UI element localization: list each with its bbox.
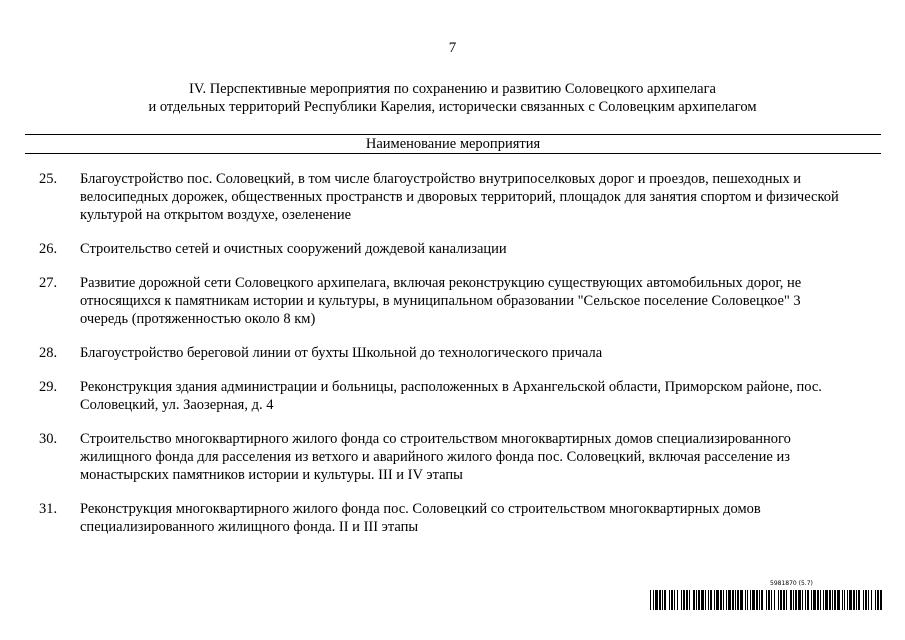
barcode-bar: [705, 590, 706, 610]
barcode-bar: [834, 590, 836, 610]
barcode-bar: [880, 590, 882, 610]
barcode-bar: [761, 590, 763, 610]
item-text: Благоустройство береговой линии от бухты Школьной до технологического причала: [80, 345, 603, 361]
barcode-bar: [655, 590, 658, 610]
barcode-bar: [877, 590, 879, 610]
item-number: 25.: [39, 171, 58, 187]
barcode-bar: [783, 590, 785, 610]
barcode-bar: [865, 590, 867, 610]
table-header-rule: [25, 153, 881, 154]
section-title: [0, 80, 905, 116]
barcode-bar: [716, 590, 719, 610]
barcode-bar: [653, 590, 654, 610]
barcode-bar: [681, 590, 682, 610]
barcode-bar: [698, 590, 700, 610]
barcode-bar: [747, 590, 748, 610]
item-text: Реконструкция здания администрации и больницы, расположенных в Архангельской области, Приморском районе, пос. Соловецкий, ул. Заозерная, д. 4: [80, 379, 822, 413]
barcode-bar: [768, 590, 770, 610]
barcode-bar: [677, 590, 678, 610]
barcode-bar: [795, 590, 797, 610]
barcode-bar: [650, 590, 651, 610]
barcode-bar: [701, 590, 704, 610]
barcode-bar: [720, 590, 722, 610]
barcode-bar: [674, 590, 675, 610]
barcode-bar: [868, 590, 869, 610]
barcode-bar: [847, 590, 848, 610]
item-number: 30.: [39, 431, 58, 447]
barcode-bar: [853, 590, 855, 610]
barcode-bar: [752, 590, 755, 610]
list-item: [0, 274, 905, 328]
barcode-bar: [858, 590, 860, 610]
barcode-bar: [693, 590, 695, 610]
column-header: Наименование мероприятия: [365, 136, 541, 152]
barcode-bar: [807, 590, 809, 610]
barcode-icon: [650, 590, 882, 610]
barcode-bar: [844, 590, 845, 610]
list-item: [0, 240, 905, 258]
barcode-bar: [662, 590, 663, 610]
barcode-bar: [686, 590, 688, 610]
barcode-bar: [790, 590, 792, 610]
barcode-bar: [793, 590, 794, 610]
barcode-bar: [811, 590, 812, 610]
barcode-bar: [737, 590, 739, 610]
barcode-bar: [759, 590, 760, 610]
barcode-bar: [837, 590, 840, 610]
item-number: 28.: [39, 345, 58, 361]
barcode-bar: [696, 590, 697, 610]
barcode-bar: [664, 590, 666, 610]
barcode-bar: [689, 590, 690, 610]
barcode-bar: [671, 590, 673, 610]
barcode-bar: [829, 590, 831, 610]
list-item: [0, 378, 905, 414]
barcode-bar: [659, 590, 661, 610]
barcode-bar: [813, 590, 816, 610]
item-number: 29.: [39, 379, 58, 395]
barcode-bar: [863, 590, 864, 610]
barcode-bar: [745, 590, 746, 610]
barcode-bar: [780, 590, 782, 610]
section-title-line-2: и отдельных территорий Республики Карелия, исторически связанных с Соловецким архипелагом: [148, 99, 757, 115]
barcode-bar: [740, 590, 743, 610]
barcode-bar: [849, 590, 852, 610]
item-text: Реконструкция многоквартирного жилого фонда пос. Соловецкий со строительством многоквартирных домов специализированного жилищного фонда. II и III этапы: [80, 501, 761, 535]
barcode-bar: [786, 590, 787, 610]
barcode-bar: [669, 590, 670, 610]
barcode-bar: [750, 590, 751, 610]
list-item: [0, 430, 905, 484]
barcode-bar: [842, 590, 843, 610]
barcode-bar: [823, 590, 824, 610]
barcode-bar: [856, 590, 857, 610]
measures-list: [0, 170, 905, 552]
barcode-bar: [723, 590, 724, 610]
barcode-bar: [771, 590, 772, 610]
barcode-bar: [778, 590, 779, 610]
barcode-bar: [756, 590, 758, 610]
item-number: 26.: [39, 241, 58, 257]
barcode-bar: [732, 590, 734, 610]
item-number: 31.: [39, 501, 58, 517]
barcode-bar: [871, 590, 872, 610]
barcode-bar: [825, 590, 828, 610]
barcode-bar: [820, 590, 821, 610]
list-item: [0, 170, 905, 224]
barcode-bar: [714, 590, 715, 610]
barcode-bar: [805, 590, 806, 610]
barcode-bar: [708, 590, 709, 610]
page-number: 7: [448, 40, 457, 56]
list-item: [0, 344, 905, 362]
barcode-bar: [710, 590, 712, 610]
item-text: Благоустройство пос. Соловецкий, в том числе благоустройство внутрипоселковых дорог и проездов, пешеходных и велосипедных дорожек, общественных пространств и дворовых территорий, площадок для занятия спортом и физической культурой на открытом воздухе, озеленение: [80, 171, 839, 223]
list-item: [0, 500, 905, 536]
barcode-bar: [766, 590, 767, 610]
item-number: 27.: [39, 275, 58, 291]
barcode-bar: [832, 590, 833, 610]
barcode-bar: [798, 590, 801, 610]
barcode-bar: [728, 590, 731, 610]
section-title-line-1: IV. Перспективные мероприятия по сохранению и развитию Соловецкого архипелага: [189, 81, 716, 97]
item-text: Развитие дорожной сети Соловецкого архипелага, включая реконструкцию существующих автомобильных дорог, не относящихся к памятникам истории и культуры, в муниципальном образовании "Сельское поселение Соловецкое" 3 очередь (протяженностью около 8 км): [80, 275, 802, 327]
barcode-bar: [683, 590, 685, 610]
barcode-bar: [817, 590, 819, 610]
barcode-caption: 5981870 (5.7): [770, 580, 813, 587]
barcode-bar: [735, 590, 736, 610]
barcode-bar: [726, 590, 727, 610]
barcode-bar: [802, 590, 803, 610]
barcode-bar: [774, 590, 775, 610]
barcode-bar: [875, 590, 876, 610]
item-text: Строительство сетей и очистных сооружений дождевой канализации: [80, 241, 507, 257]
item-text: Строительство многоквартирного жилого фонда со строительством многоквартирных домов специализированного жилищного фонда для расселения из ветхого и аварийного жилого фонда пос. Соловецкий, включая расселение из монастырских памятников истории и культуры. III и IV этапы: [80, 431, 791, 483]
